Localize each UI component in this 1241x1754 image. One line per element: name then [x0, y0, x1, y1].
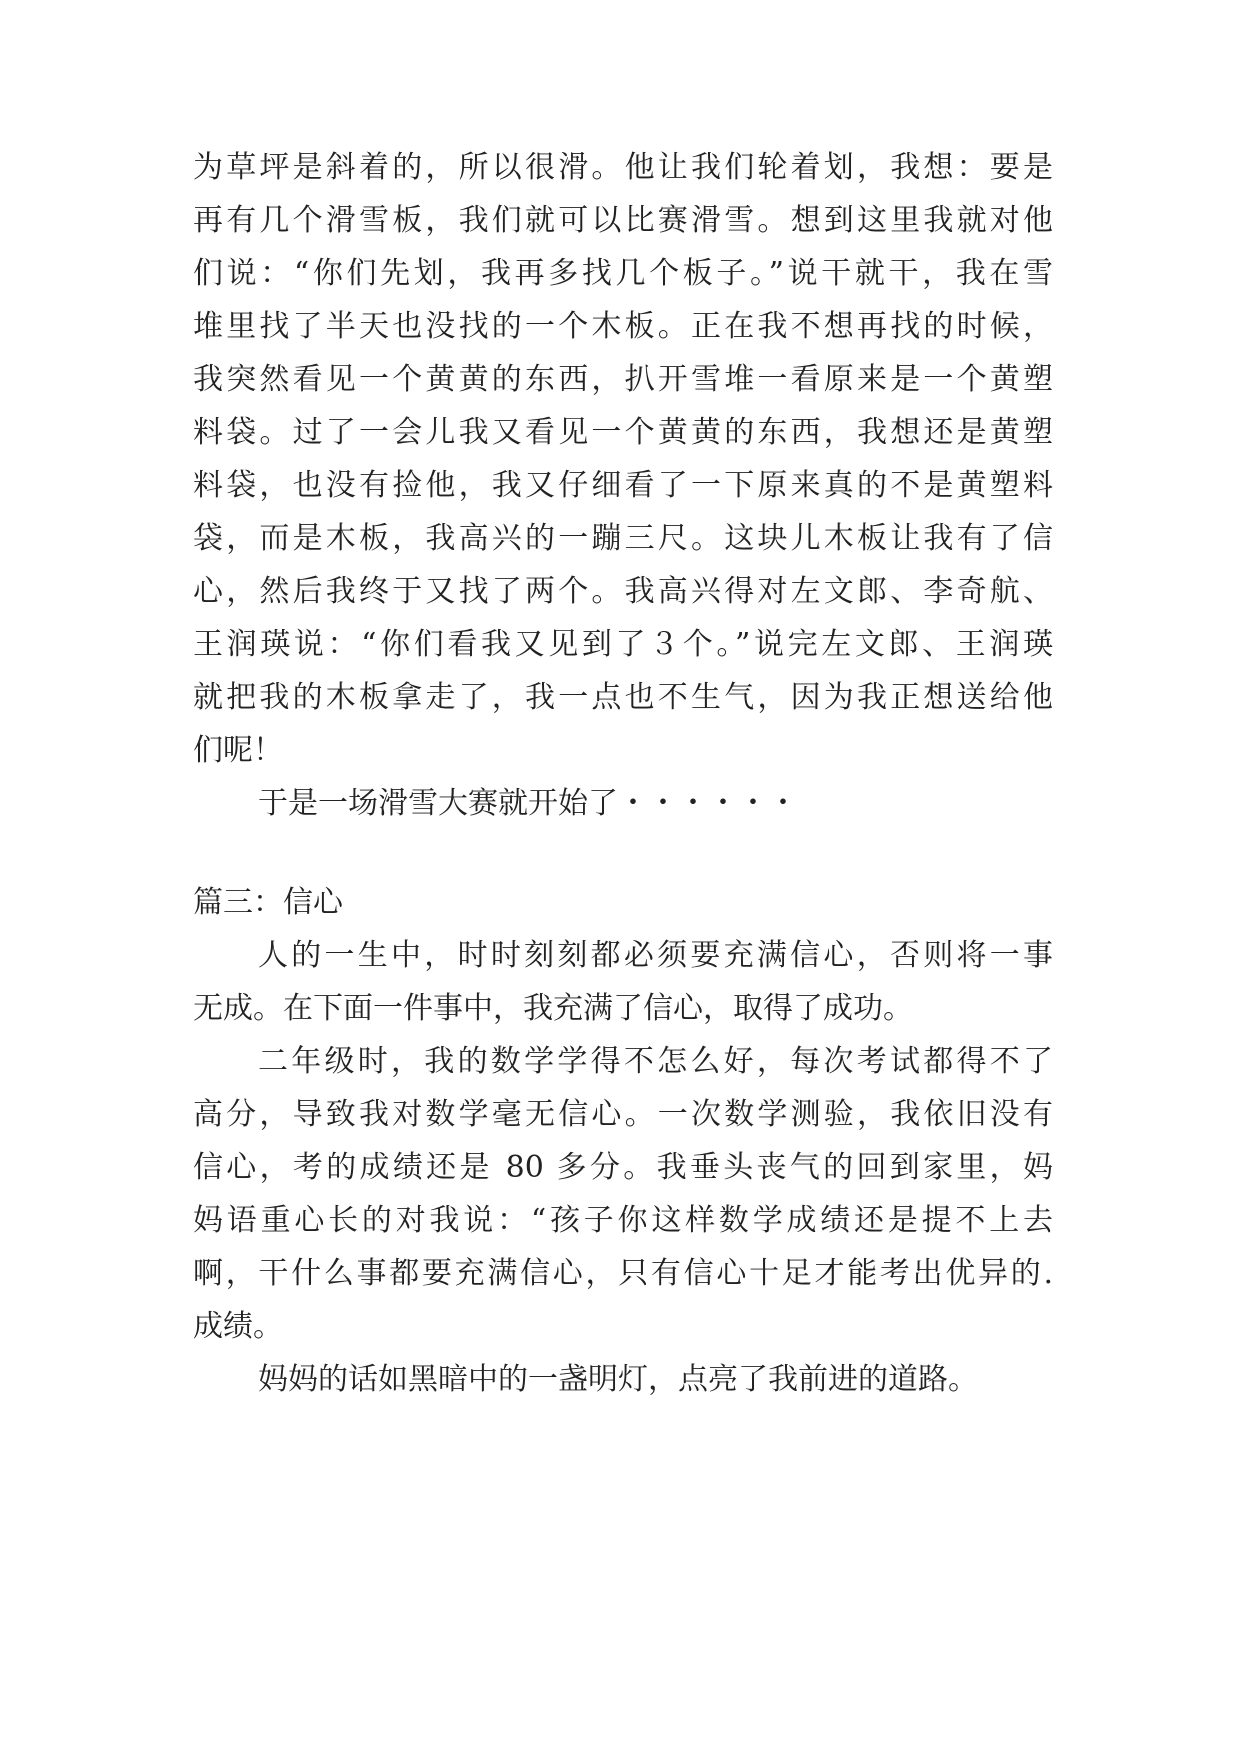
paragraph-line: 啊，干什么事都要充满信心，只有信心十足才能考出优异的. — [193, 1256, 1053, 1291]
paragraph-line: 信心，考的成绩还是 80 多分。我垂头丧气的回到家里，妈 — [193, 1150, 1053, 1185]
paragraph-line: 袋，而是木板，我高兴的一蹦三尺。这块儿木板让我有了信 — [193, 521, 1053, 556]
paragraph-line: 无成。在下面一件事中，我充满了信心，取得了成功。 — [193, 991, 913, 1026]
paragraph-line: 高分，导致我对数学毫无信心。一次数学测验，我依旧没有 — [193, 1097, 1053, 1132]
paragraph-line: 料袋。过了一会儿我又看见一个黄黄的东西，我想还是黄塑 — [193, 415, 1053, 450]
paragraph-line: 们呢！ — [193, 733, 283, 768]
paragraph-line: 就把我的木板拿走了，我一点也不生气，因为我正想送给他 — [193, 680, 1053, 715]
section-heading: 篇三：信心 — [193, 885, 343, 920]
paragraph-line: 堆里找了半天也没找的一个木板。正在我不想再找的时候， — [193, 309, 1053, 344]
paragraph-line: 再有几个滑雪板，我们就可以比赛滑雪。想到这里我就对他 — [193, 203, 1053, 238]
paragraph-line: 们说：“你们先划，我再多找几个板子。”说干就干，我在雪 — [193, 256, 1053, 291]
paragraph-line: 二年级时，我的数学学得不怎么好，每次考试都得不了 — [258, 1044, 1053, 1079]
paragraph-line: 为草坪是斜着的，所以很滑。他让我们轮着划，我想：要是 — [193, 150, 1053, 185]
paragraph-line: 于是一场滑雪大赛就开始了・・・・・・ — [258, 786, 798, 821]
paragraph-line: 王润瑛说：“你们看我又见到了３个。”说完左文郎、王润瑛 — [193, 627, 1053, 662]
paragraph-line: 我突然看见一个黄黄的东西，扒开雪堆一看原来是一个黄塑 — [193, 362, 1053, 397]
paragraph-line: 人的一生中，时时刻刻都必须要充满信心，否则将一事 — [258, 938, 1053, 973]
paragraph-line: 妈语重心长的对我说：“孩子你这样数学成绩还是提不上去 — [193, 1203, 1053, 1238]
paragraph-line: 成绩。 — [193, 1309, 283, 1344]
paragraph-line: 心，然后我终于又找了两个。我高兴得对左文郎、李奇航、 — [193, 574, 1053, 609]
paragraph-line: 料袋，也没有捡他，我又仔细看了一下原来真的不是黄塑料 — [193, 468, 1053, 503]
paragraph-line: 妈妈的话如黑暗中的一盏明灯，点亮了我前进的道路。 — [258, 1362, 978, 1397]
